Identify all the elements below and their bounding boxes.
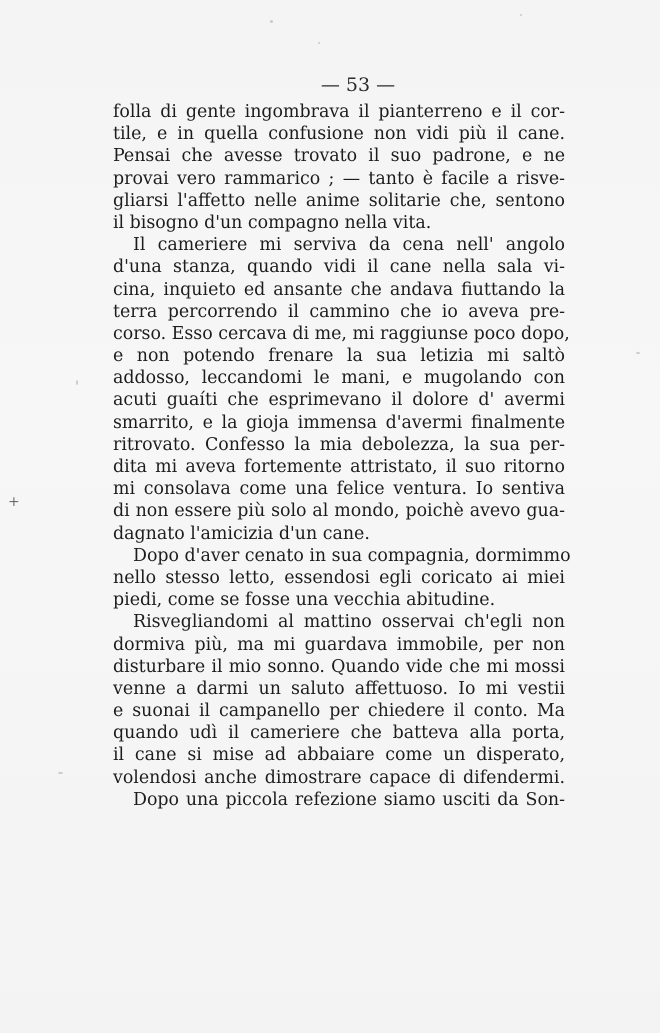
- text-line: dormiva più, ma mi guardava immobile, per non: [113, 634, 565, 655]
- text-line: e suonai il campanello per chiedere il conto. Ma: [113, 701, 565, 722]
- text-line: acuti guaíti che esprimevano il dolore d' avermi: [113, 390, 565, 411]
- text-line: il bisogno d'un compagno nella vita.: [113, 212, 432, 233]
- text-line: di non essere più solo al mondo, poichè avevo gua-: [113, 501, 565, 522]
- text-line: dagnato l'amicizia d'un cane.: [113, 523, 370, 544]
- text-line: quando udì il cameriere che batteva alla porta,: [113, 723, 565, 744]
- text-line: Pensai che avesse trovato il suo padrone, e ne: [113, 146, 565, 167]
- text-line: gliarsi l'affetto nelle anime solitarie che, sentono: [113, 190, 565, 211]
- text-line: provai vero rammarico ; — tanto è facile a risve-: [113, 168, 565, 189]
- page-number: — 53 —: [320, 74, 396, 96]
- paper-speckle: [58, 772, 63, 774]
- text-line: terra percorrendo il cammino che io aveva pre-: [113, 301, 565, 322]
- text-line: mi consolava come una felice ventura. Io sentiva: [113, 479, 565, 500]
- text-line: volendosi anche dimostrare capace di difendermi.: [113, 767, 565, 788]
- text-line: cina, inquieto ed ansante che andava fiuttando la: [113, 279, 565, 300]
- paper-speckle: [636, 352, 640, 354]
- text-line: ritrovato. Confesso la mia debolezza, la sua per-: [113, 434, 565, 455]
- text-line: Dopo una piccola refezione siamo usciti da Son-: [133, 789, 565, 810]
- text-line: addosso, leccandomi le mani, e mugolando con: [113, 368, 565, 389]
- text-line: Il cameriere mi serviva da cena nell' angolo: [133, 235, 565, 256]
- text-line: e non potendo frenare la sua letizia mi saltò: [113, 346, 565, 367]
- text-line: Risvegliandomi al mattino osservai ch'egli non: [133, 612, 565, 633]
- text-line: il cane si mise ad abbaiare come un disperato,: [113, 745, 565, 766]
- paper-speckle: [270, 20, 273, 23]
- margin-mark: +: [8, 494, 20, 510]
- text-line: dita mi aveva fortemente attristato, il suo ritorno: [113, 457, 565, 477]
- body-text: [113, 101, 571, 811]
- paper-speckle: [76, 380, 78, 385]
- text-line: d'una stanza, quando vidi il cane nella sala vi-: [113, 257, 565, 278]
- text-line: folla di gente ingombrava il pianterreno e il cor-: [113, 102, 565, 122]
- text-line: piedi, come se fosse una vecchia abitudine.: [113, 590, 496, 611]
- text-line: venne a darmi un saluto affettuoso. Io mi vestii: [113, 678, 565, 699]
- text-line: tile, e in quella confusione non vidi più il cane.: [113, 124, 565, 145]
- paper-speckle: [520, 14, 522, 16]
- text-line: nello stesso letto, essendosi egli coricato ai miei: [113, 567, 565, 588]
- text-line: smarrito, e la gioja immensa d'avermi finalmente: [113, 412, 565, 433]
- text-line: disturbare il mio sonno. Quando vide che mi mossi: [113, 656, 565, 677]
- text-line: Dopo d'aver cenato in sua compagnia, dormimmo: [133, 545, 571, 566]
- text-line: corso. Esso cercava di me, mi raggiunse poco dopo,: [113, 323, 570, 344]
- paper-speckle: [318, 42, 320, 44]
